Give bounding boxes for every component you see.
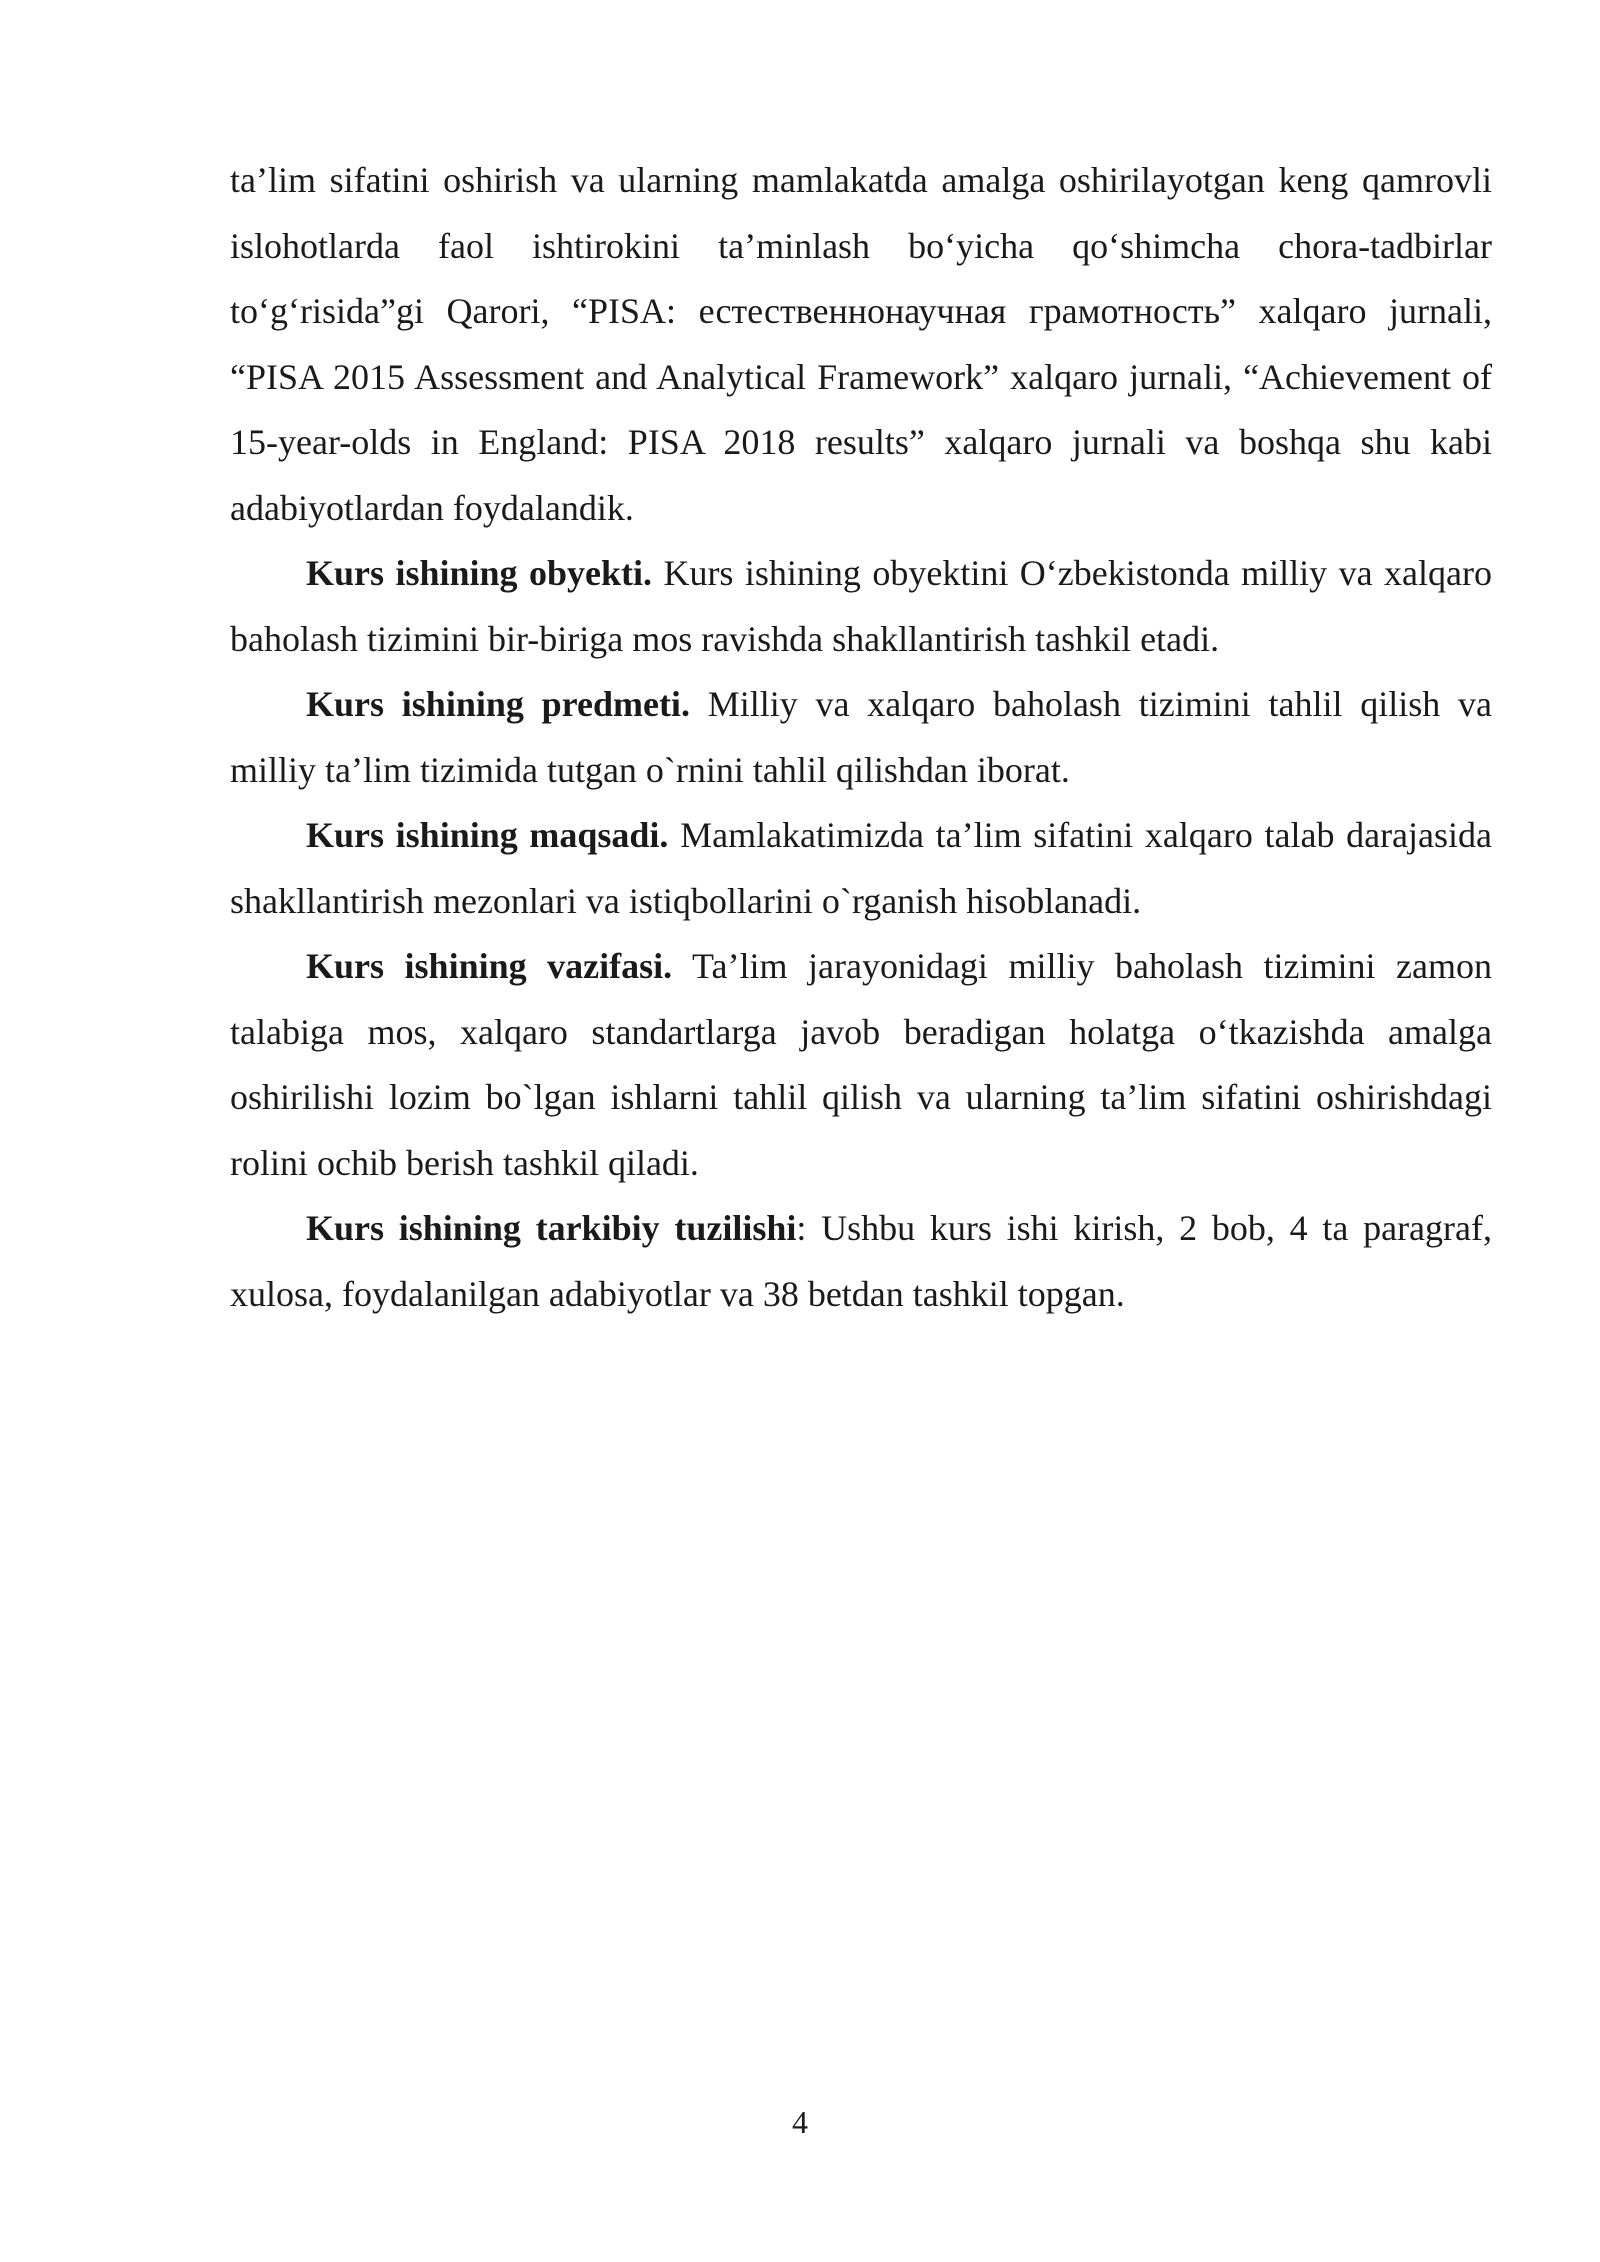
section-text: Mamlakatimizda ta’lim sifatini xalqaro talab darajasida shakllantirish mezonlari va istiqbollarini o`rganish hisoblanadi. xyxy=(230,815,1493,921)
section-structure xyxy=(230,1196,1492,1327)
section-heading: Kurs ishining predmeti. xyxy=(306,684,690,724)
section-text: Kurs ishining obyektini O‘zbekistonda milliy va xalqaro baholash tizimini bir-biriga mos ravishda shakllantirish tashkil etadi. xyxy=(230,553,1492,659)
section-text: Milliy va xalqaro baholash tizimini tahlil qilish va milliy ta’lim tizimida tutgan o`rnini tahlil qilishdan iborat. xyxy=(230,684,1492,790)
section-tasks xyxy=(230,934,1492,1196)
section-text: : Ushbu kurs ishi kirish, 2 bob, 4 ta paragraf, xulosa, foydalanilgan adabiyotlar va 38 betdan tashkil topgan. xyxy=(230,1208,1492,1314)
section-heading: Kurs ishining maqsadi. xyxy=(306,815,669,855)
section-text: Ta’lim jarayonidagi milliy baholash tizimini zamon talabiga mos, xalqaro standartlarga javob beradigan holatga o‘tkazishda amalga oshirilishi lozim bo`lgan ishlarni tahlil qilish va ularning ta’lim sifatini oshirishdagi rolini ochib berish tashkil qiladi. xyxy=(230,946,1492,1183)
document-page xyxy=(230,148,1492,1327)
intro-paragraph: ta’lim sifatini oshirish va ularning mamlakatda amalga oshirilayotgan keng qamrovli islohotlarda faol ishtirokini ta’minlash bo‘yicha qo‘shimcha chora-tadbirlar to‘g‘risida”gi Qarori, “PISA: естественнонаучная грамотность” xalqaro jurnali, “PISA 2015 Assessment and Analytical Framework” xalqaro jurnali, “Achievement of 15-year-olds in England: PISA 2018 results” xalqaro jurnali va boshqa shu kabi adabiyotlardan foydalandik. xyxy=(230,160,1492,528)
section-heading: Kurs ishining obyekti. xyxy=(306,553,652,593)
page-number: 4 xyxy=(792,2104,808,2140)
section-heading: Kurs ishining tarkibiy tuzilishi xyxy=(306,1208,797,1248)
section-heading: Kurs ishining vazifasi. xyxy=(306,946,673,986)
section-object xyxy=(230,541,1492,672)
section-goal xyxy=(230,803,1492,934)
section-subject xyxy=(230,672,1492,803)
